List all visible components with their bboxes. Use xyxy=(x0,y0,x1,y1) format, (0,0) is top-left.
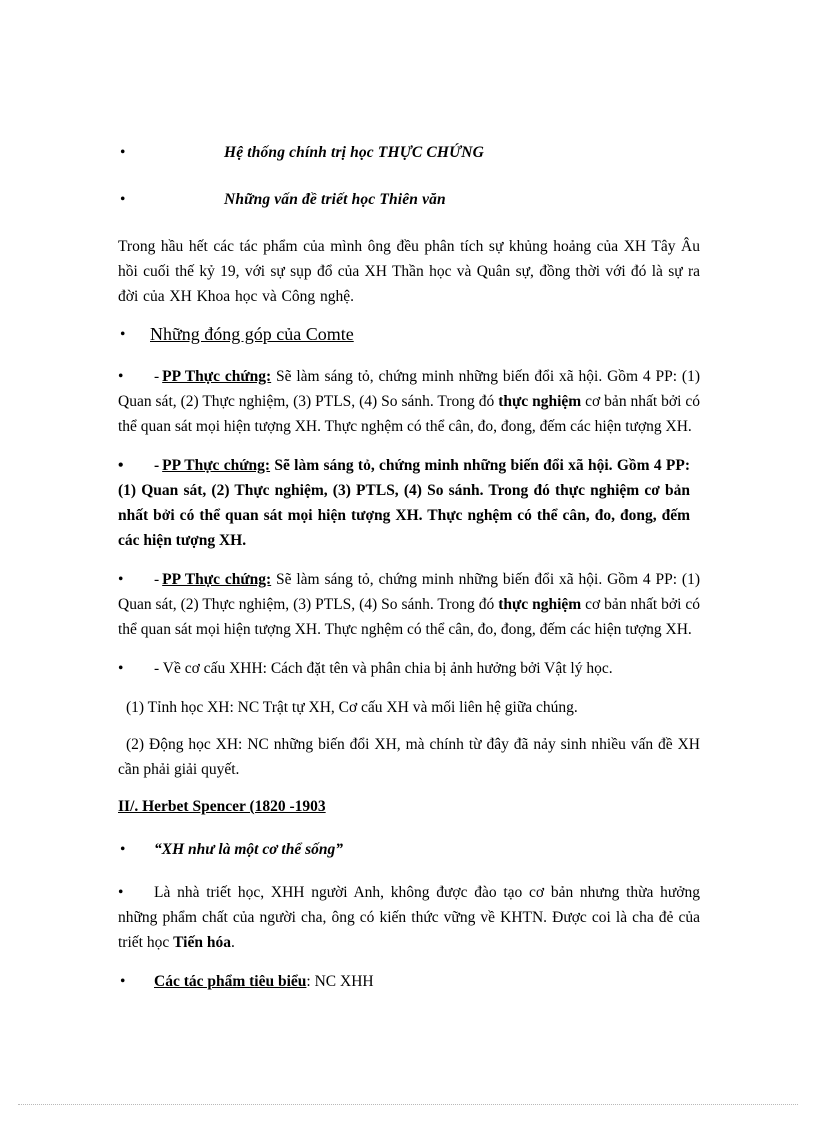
structure-bullet xyxy=(118,656,700,681)
pp-item-1-bold-term: thực nghiệm xyxy=(498,393,582,410)
section-heading-text: Những đóng góp của Comte xyxy=(150,324,354,344)
spencer-bio-text-b: . xyxy=(230,934,235,951)
pp-item-1-text-b: cơ bản nhất bởi có thể quan sát mọi hiện tượng XH. Thực nghệm có thể cân, đo, đong, đếm các hiện tượng XH. xyxy=(118,393,700,435)
spencer-works xyxy=(118,969,700,994)
spencer-quote-text: “XH như là một cơ thể sống” xyxy=(154,841,343,858)
dash-icon: - xyxy=(154,571,160,588)
pp-item-1-label: PP Thực chứng: xyxy=(162,368,272,385)
numbered-line-1: (1) Tỉnh học XH: NC Trật tự XH, Cơ cấu XH và mối liên hệ giữa chúng. xyxy=(126,699,578,716)
pp-item-1 xyxy=(118,364,700,439)
document-content xyxy=(118,140,700,1008)
dash-icon: - xyxy=(154,457,160,474)
bullet-icon: • xyxy=(118,884,124,901)
pp-item-2-bold-term: thực nghiệm xyxy=(555,482,640,499)
title-bullet-1 xyxy=(118,140,700,165)
pp-item-3-bold-term: thực nghiệm xyxy=(498,596,582,613)
title-bullet-2 xyxy=(118,187,700,212)
spencer-works-value: : NC XHH xyxy=(306,973,374,990)
pp-item-3 xyxy=(118,567,700,642)
dash-icon: - xyxy=(154,660,160,677)
pp-item-3-text-a: Sẽ làm sáng tỏ, chứng minh những biến đổi xã hội. Gồm 4 PP: (1) Quan sát, (2) Thực nghiệm, (3) PTLS, (4) So sánh. Trong đó xyxy=(118,571,700,613)
bullet-icon: • xyxy=(118,368,124,385)
spencer-bio-text-a: Là nhà triết học, XHH người Anh, không được đào tạo cơ bản nhưng thừa hưởng những phẩm chất của người cha, ông có kiến thức vững về KHTN. Được coi là cha đẻ của triết học xyxy=(118,884,700,951)
spencer-bio xyxy=(118,880,700,955)
structure-bullet-text: Về cơ cấu XHH: Cách đặt tên và phân chia bị ảnh hưởng bởi Vật lý học. xyxy=(162,660,613,677)
pp-item-2-label: PP Thực chứng: xyxy=(162,457,271,474)
pp-item-2-text-b: cơ bản nhất bởi có thể quan sát mọi hiện tượng XH. Thực nghệm có thể cân, đo, đong, đếm các hiện tượng XH. xyxy=(118,482,690,549)
spencer-heading: II/. Herbet Spencer (1820 -1903 xyxy=(118,798,326,815)
pp-item-2-text-a: Sẽ làm sáng tỏ, chứng minh những biến đổi xã hội. Gồm 4 PP: (1) Quan sát, (2) Thực nghiệm, (3) PTLS, (4) So sánh. Trong đó xyxy=(118,457,690,499)
pp-item-3-label: PP Thực chứng: xyxy=(162,571,272,588)
footer-divider xyxy=(18,1104,798,1106)
pp-item-3-text-b: cơ bản nhất bởi có thể quan sát mọi hiện tượng XH. Thực nghệm có thể cân, đo, đong, đếm các hiện tượng XH. xyxy=(118,596,700,638)
title-bullet-2-text: Những vấn đề triết học Thiên văn xyxy=(224,191,446,208)
spencer-bio-bold-term: Tiến hóa xyxy=(173,934,231,951)
bullet-icon: • xyxy=(120,326,126,343)
pp-item-1-text-a: Sẽ làm sáng tỏ, chứng minh những biến đổi xã hội. Gồm 4 PP: (1) Quan sát, (2) Thực nghiệm, (3) PTLS, (4) So sánh. Trong đó xyxy=(118,368,700,410)
pp-item-2 xyxy=(118,453,690,553)
bullet-icon: • xyxy=(118,457,124,474)
bullet-icon: • xyxy=(120,191,126,208)
section-heading xyxy=(118,321,700,348)
bullet-icon: • xyxy=(120,144,126,161)
bullet-icon: • xyxy=(118,660,124,677)
spencer-works-label: Các tác phẩm tiêu biểu xyxy=(154,973,307,990)
bullet-icon: • xyxy=(120,841,126,858)
dash-icon: - xyxy=(154,368,160,385)
intro-paragraph: Trong hầu hết các tác phẩm của mình ông đều phân tích sự khủng hoảng của XH Tây Âu hồi cuối thế kỷ 19, với sự sụp đổ của XH Thần học và Quân sự, đồng thời với đó là sự ra đời của XH Khoa học và Công nghệ. xyxy=(118,238,700,305)
bullet-icon: • xyxy=(118,571,124,588)
title-bullet-1-text: Hệ thống chính trị học THỰC CHỨNG xyxy=(224,144,484,161)
bullet-icon: • xyxy=(120,973,126,990)
numbered-line-2: (2) Động học XH: NC những biến đổi XH, mà chính từ đây đã nảy sinh nhiều vấn đề XH cần phải giải quyết. xyxy=(118,736,700,778)
spencer-quote xyxy=(118,837,700,862)
